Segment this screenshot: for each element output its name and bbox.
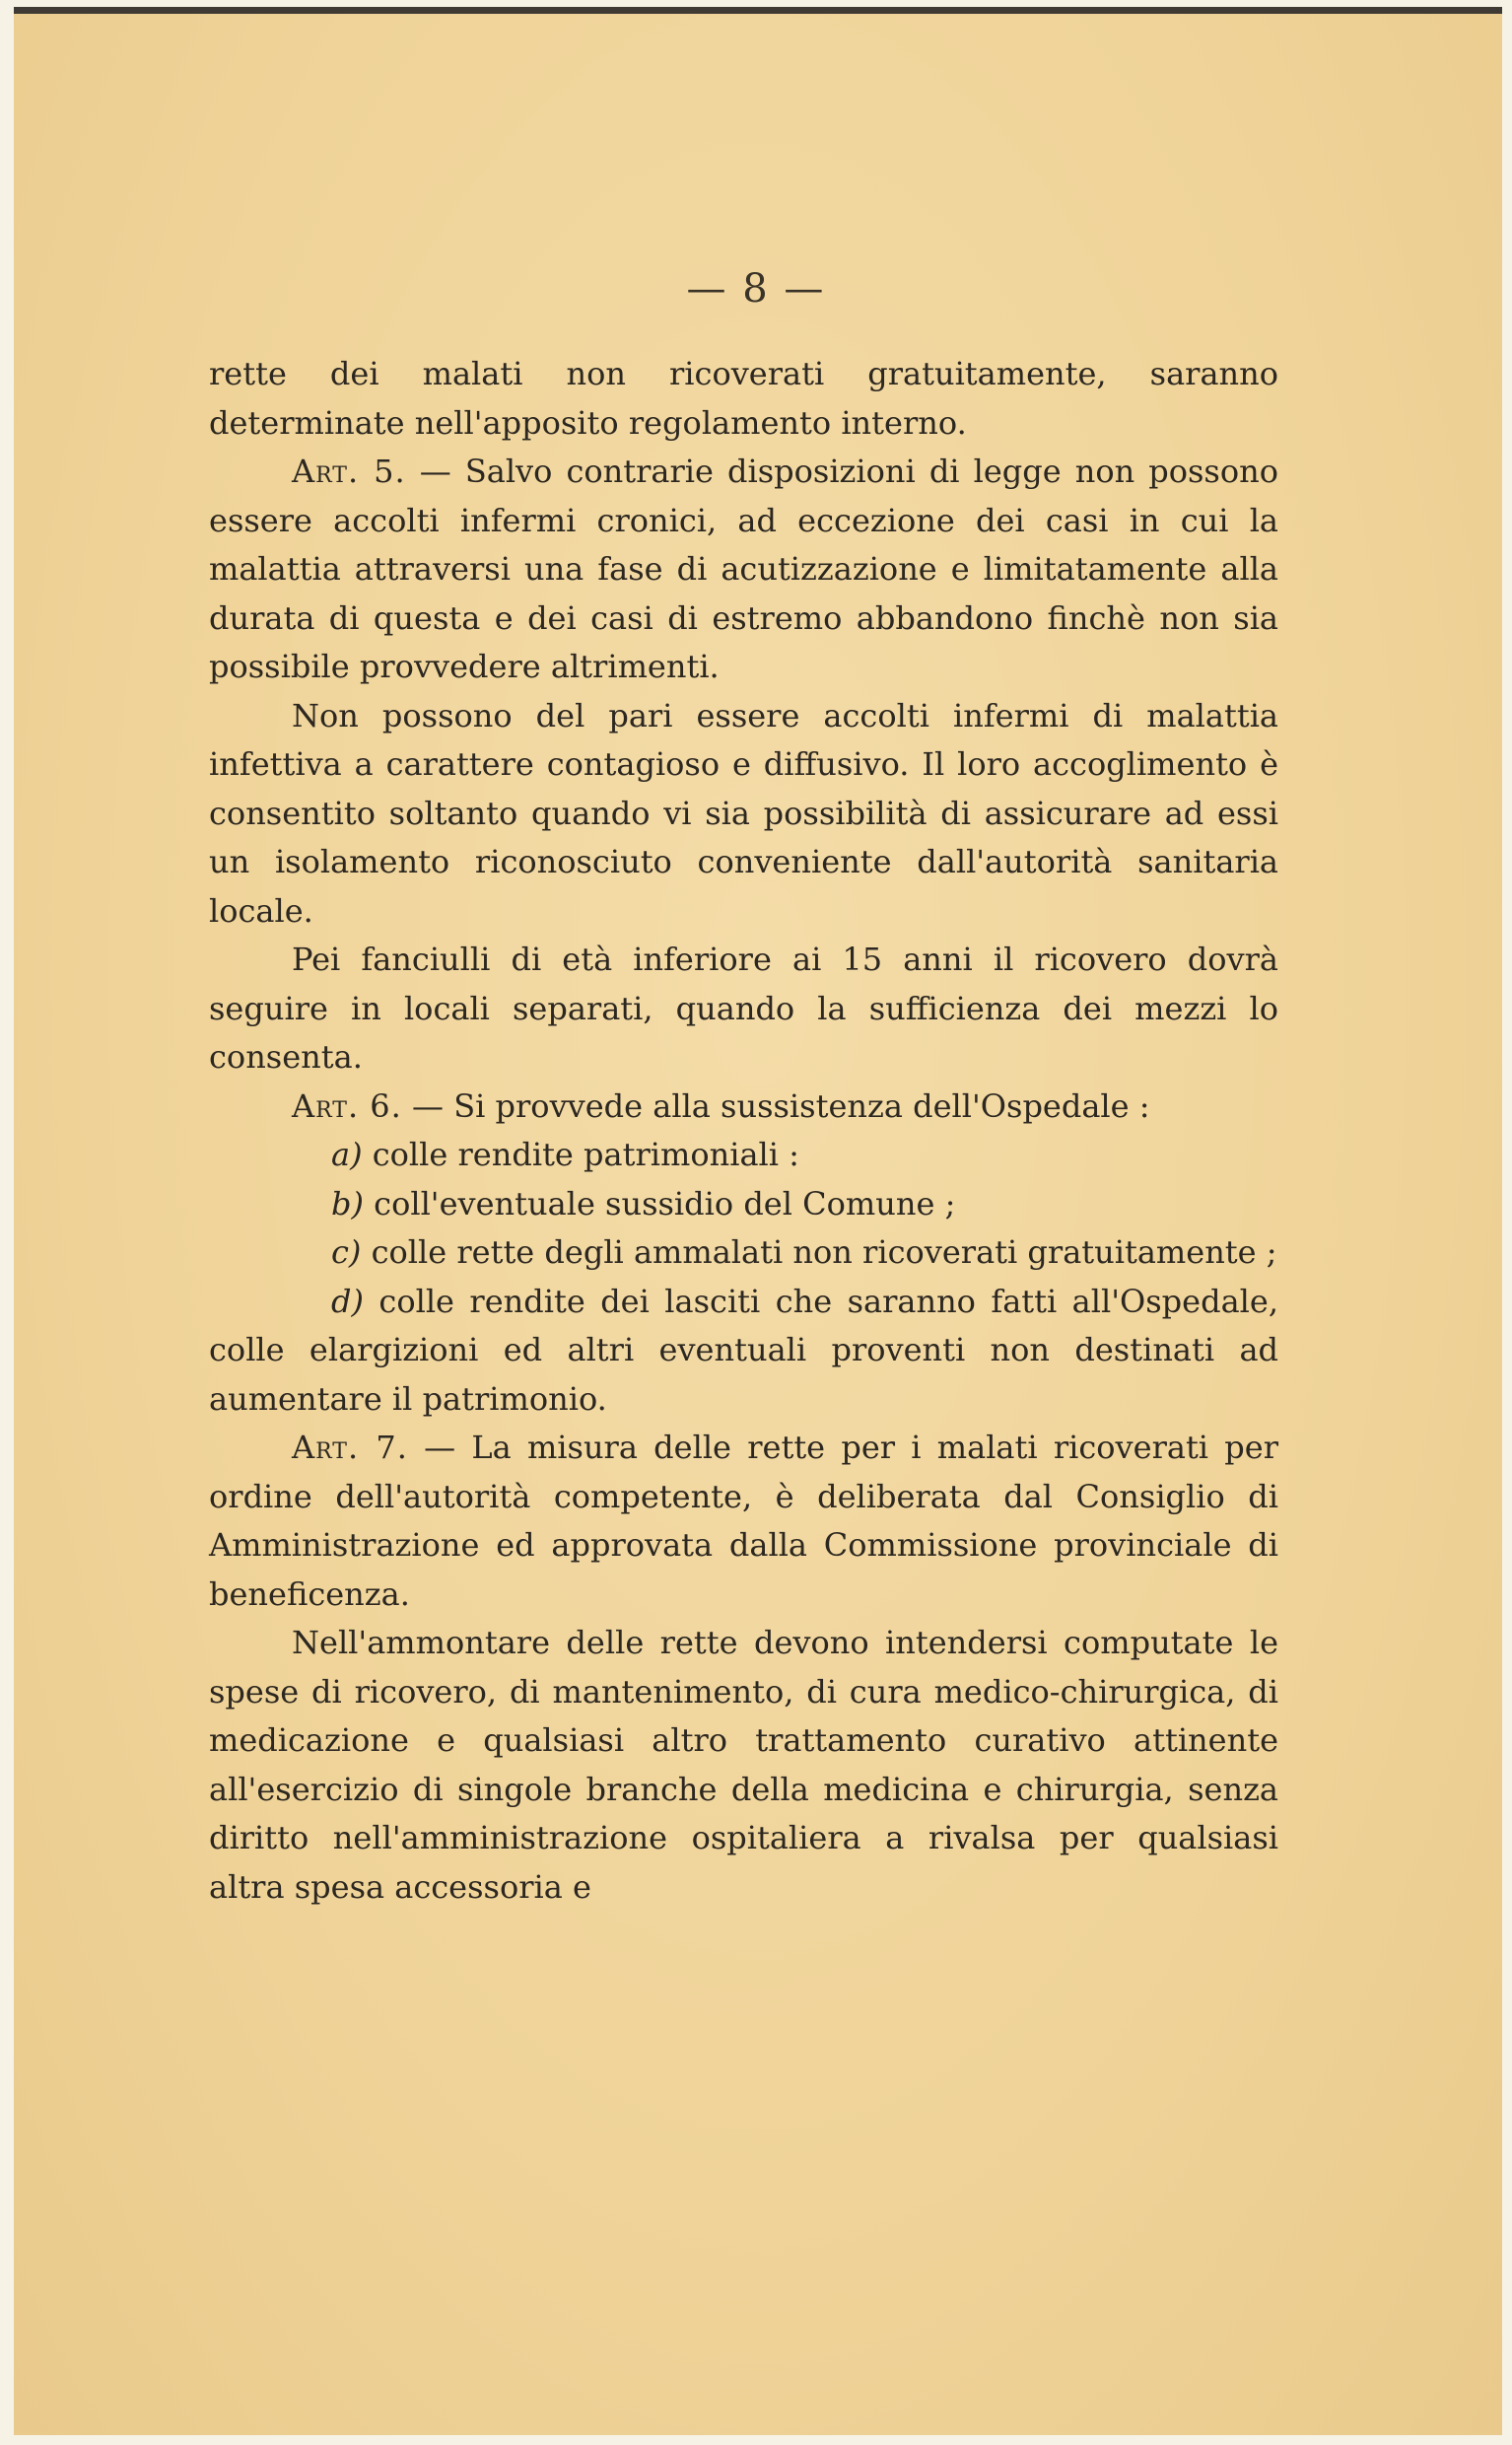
article-text: — Salvo contrarie disposizioni di legge non possono essere accolti infermi cronici, ad eccezione dei casi in cui la malattia attraversi una fase di acutizzazione e limitatamente alla durata di questa e dei casi di estremo abbandono finchè non sia possibile provvedere altrimenti. — [209, 453, 1278, 685]
list-item-d — [209, 1278, 1278, 1425]
article-6 — [209, 1083, 1278, 1132]
list-item-c — [209, 1228, 1278, 1278]
article-label: Art. 6. — [292, 1086, 402, 1125]
list-item-marker: b) — [331, 1184, 364, 1222]
paragraph-text: Pei fanciulli di età inferiore ai 15 anni il ricovero dovrà seguire in locali separati, quando la sufficienza dei mezzi lo consenta. — [209, 941, 1278, 1076]
paragraph-continuation — [209, 350, 1278, 448]
paragraph-ammontare — [209, 1619, 1278, 1912]
article-label: Art. 7. — [292, 1429, 408, 1466]
paragraph-text: Nell'ammontare delle rette devono intendersi computate le spese di ricovero, di mantenimento, di cura medico-chirurgica, di medicazione e qualsiasi altro trattamento curativo attinente all'esercizio di singole branche della medicina e chirurgia, senza diritto nell'amministrazione ospitaliera a rivalsa per qualsiasi altra spesa accessoria e — [209, 1624, 1278, 1906]
list-item-b — [209, 1180, 1278, 1229]
list-item-text: coll'eventuale sussidio del Comune ; — [363, 1184, 956, 1222]
list-item-text: colle rendite patrimoniali : — [362, 1136, 799, 1173]
list-item-text: colle rendite dei lasciti che saranno fatti all'Ospedale, colle elargizioni ed altri eventuali proventi non destinati ad aumentare il patrimonio. — [209, 1282, 1278, 1418]
paragraph-text: Non possono del pari essere accolti infermi di malattia infettiva a carattere contagioso e diffusivo. Il loro accoglimento è consentito soltanto quando vi sia possibilità di assicurare ad essi un isolamento riconosciuto conveniente dall'autorità sanitaria locale. — [209, 696, 1278, 930]
document-body — [209, 350, 1278, 1912]
list-item-marker: a) — [331, 1136, 363, 1173]
article-5 — [209, 448, 1278, 692]
article-label: Art. 5. — [292, 453, 406, 490]
paragraph-fanciulli — [209, 936, 1278, 1083]
list-item-text: colle rette degli ammalati non ricoverati gratuitamente ; — [361, 1233, 1277, 1271]
page-number: — 8 — — [686, 266, 826, 312]
article-text: — Si provvede alla sussistenza dell'Ospedale : — [401, 1086, 1150, 1125]
paragraph-infettiva — [209, 692, 1278, 937]
article-text: — La misura delle rette per i malati ricoverati per ordine dell'autorità competente, è deliberata dal Consiglio di Amministrazione ed approvata dalla Commissione provinciale di beneficenza. — [209, 1429, 1278, 1613]
list-item-a — [209, 1131, 1278, 1180]
list-item-marker: c) — [331, 1233, 362, 1271]
list-item-marker: d) — [331, 1282, 364, 1320]
paragraph-text: rette dei malati non ricoverati gratuitamente, saranno determinate nell'apposito regolamento interno. — [209, 355, 1278, 442]
article-7 — [209, 1424, 1278, 1619]
